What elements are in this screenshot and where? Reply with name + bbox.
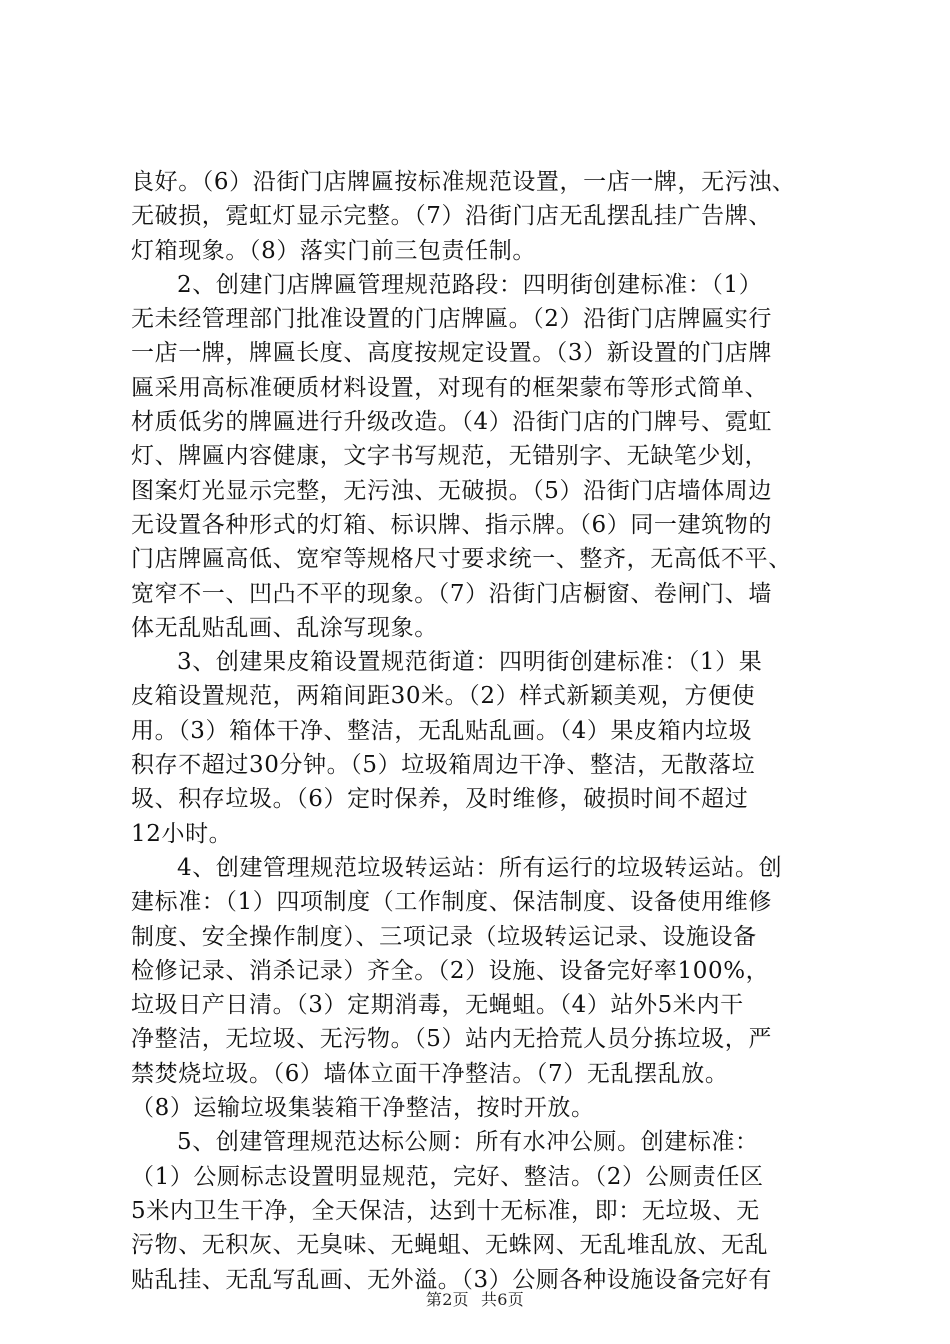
text-line: 匾采用高标准硬质材料设置，对现有的框架蒙布等形式简单、	[131, 374, 769, 401]
page-number-total: 共6页	[481, 1290, 525, 1309]
text-line: 材质低劣的牌匾进行升级改造。（4）沿街门店的门牌号、霓虹	[131, 409, 772, 436]
text-line: 贴乱挂、无乱写乱画、无外溢。（3）公厕各种设施设备完好有	[131, 1266, 772, 1293]
paragraph-start-line: 2、创建门店牌匾管理规范路段：四明街创建标准：（1）	[177, 271, 763, 298]
paragraph-start-line: 4、创建管理规范垃圾转运站：所有运行的垃圾转运站。创	[177, 854, 783, 881]
text-line: 圾、积存垃圾。（6）定时保养，及时维修，破损时间不超过	[131, 786, 749, 813]
text-line: 污物、无积灰、无臭味、无蝇蛆、无蛛网、无乱堆乱放、无乱	[131, 1232, 769, 1259]
text-line: 禁焚烧垃圾。（6）墙体立面干净整洁。（7）无乱摆乱放。	[131, 1060, 729, 1087]
text-line: 积存不超过30分钟。（5）垃圾箱周边干净、整洁，无散落垃	[131, 752, 756, 779]
paragraph-start-line: 3、创建果皮箱设置规范街道：四明街创建标准：（1）果	[177, 649, 763, 676]
text-line: 5米内卫生干净，全天保洁，达到十无标准，即：无垃圾、无	[131, 1197, 760, 1224]
text-line: 体无乱贴乱画、乱涂写现象。	[131, 614, 438, 641]
page-footer	[0, 1287, 950, 1310]
text-line: 检修记录、消杀记录）齐全。（2）设施、设备完好率100%，	[131, 957, 770, 984]
document-body	[131, 165, 831, 1297]
text-line: 用。（3）箱体干净、整洁，无乱贴乱画。（4）果皮箱内垃圾	[131, 717, 753, 744]
text-line: 垃圾日产日清。（3）定期消毒，无蝇蛆。（4）站外5米内干	[131, 992, 744, 1019]
text-line: 门店牌匾高低、宽窄等规格尺寸要求统一、整齐，无高低不平、	[131, 546, 792, 573]
text-line: 净整洁，无垃圾、无污物。（5）站内无拾荒人员分拣垃圾，严	[131, 1026, 772, 1053]
text-line: （1）公厕标志设置明显规范，完好、整洁。（2）公厕责任区	[131, 1163, 764, 1190]
text-line: 图案灯光显示完整，无污浊、无破损。（5）沿街门店墙体周边	[131, 477, 772, 504]
page-number-current: 第2页	[425, 1290, 469, 1309]
paragraph-start-line: 5、创建管理规范达标公厕：所有水冲公厕。创建标准：	[177, 1129, 759, 1156]
text-line: 12小时。	[131, 820, 233, 847]
text-line: （8）运输垃圾集装箱干净整洁，按时开放。	[131, 1095, 595, 1122]
text-line: 无设置各种形式的灯箱、标识牌、指示牌。（6）同一建筑物的	[131, 511, 772, 538]
text-line: 灯箱现象。（8）落实门前三包责任制。	[131, 237, 536, 264]
text-line: 宽窄不一、凹凸不平的现象。（7）沿街门店橱窗、卷闸门、墙	[131, 580, 772, 607]
text-line: 一店一牌，牌匾长度、高度按规定设置。（3）新设置的门店牌	[131, 340, 772, 367]
text-line: 无破损，霓虹灯显示完整。（7）沿街门店无乱摆乱挂广告牌、	[131, 203, 772, 230]
text-line: 灯、牌匾内容健康，文字书写规范，无错别字、无缺笔少划，	[131, 443, 769, 470]
text-line: 建标准：（1）四项制度（工作制度、保洁制度、设备使用维修	[131, 889, 772, 916]
text-line: 皮箱设置规范，两箱间距30米。（2）样式新颖美观，方便使	[131, 683, 756, 710]
text-line: 良好。（6）沿街门店牌匾按标准规范设置，一店一牌，无污浊、	[131, 169, 796, 195]
text-line: 无未经管理部门批准设置的门店牌匾。（2）沿街门店牌匾实行	[131, 306, 772, 333]
text-line: 制度、安全操作制度）、三项记录（垃圾转运记录、设施设备	[131, 923, 757, 950]
